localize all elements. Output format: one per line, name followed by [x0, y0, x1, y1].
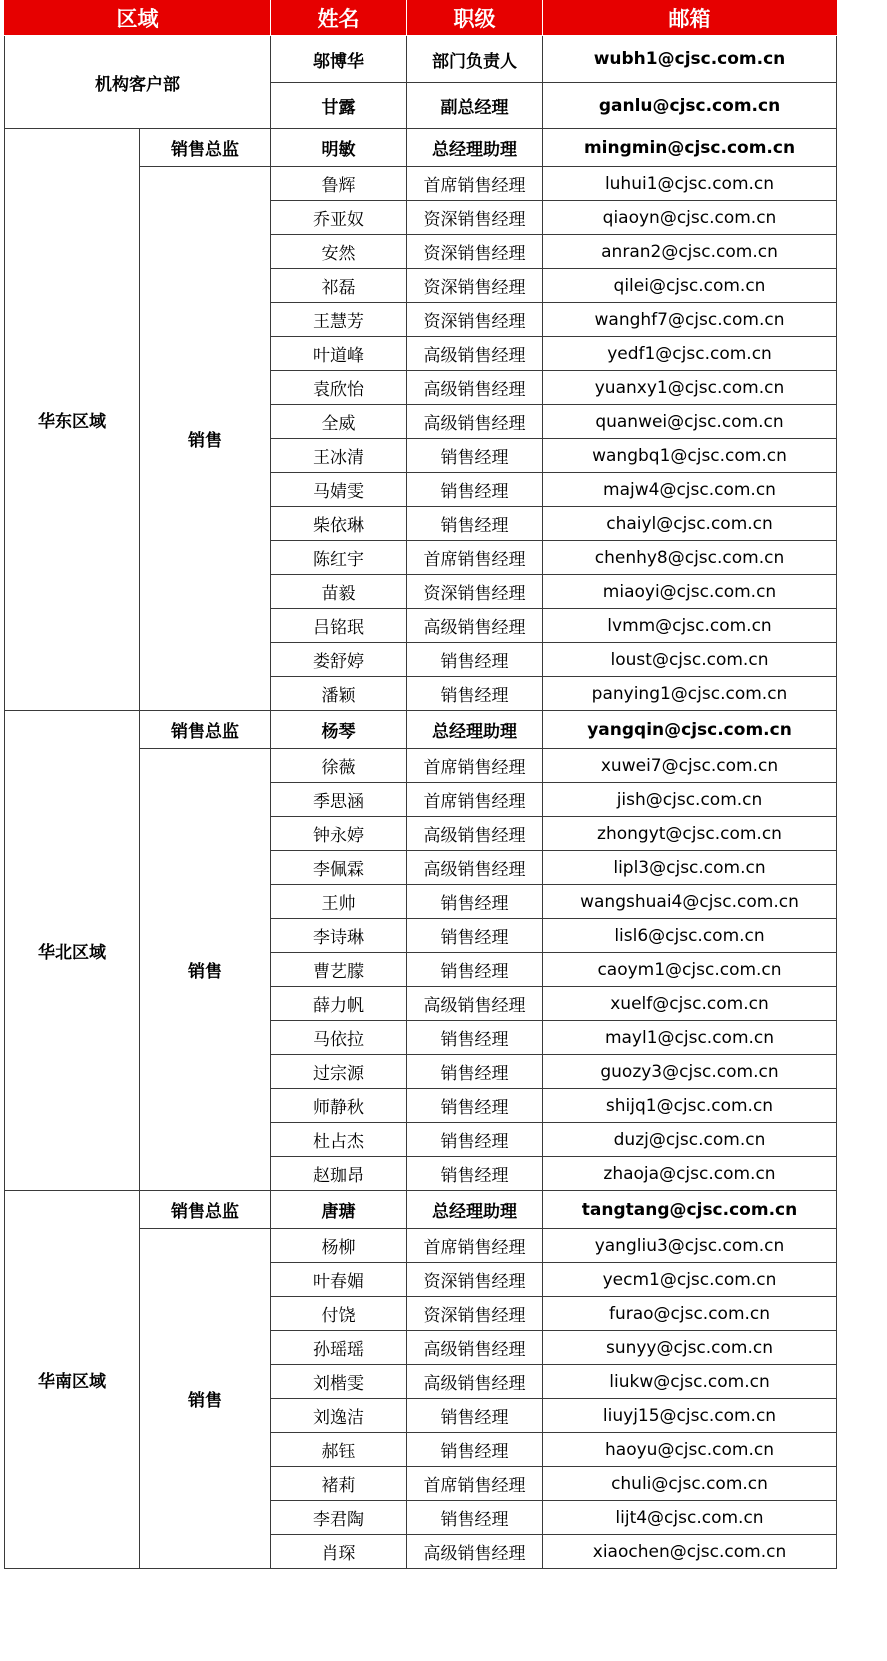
region-label: 华东区域 [5, 129, 140, 711]
email-cell: lipl3@cjsc.com.cn [543, 851, 837, 885]
name-cell: 潘颖 [271, 677, 407, 711]
level-cell: 资深销售经理 [407, 201, 543, 235]
email-cell: luhui1@cjsc.com.cn [543, 167, 837, 201]
level-cell: 高级销售经理 [407, 1365, 543, 1399]
email-cell: wanghf7@cjsc.com.cn [543, 303, 837, 337]
level-cell: 销售经理 [407, 1501, 543, 1535]
header-region: 区域 [5, 1, 271, 36]
email-cell: panying1@cjsc.com.cn [543, 677, 837, 711]
table-row [5, 711, 837, 749]
level-cell: 销售经理 [407, 1021, 543, 1055]
email-cell: yangqin@cjsc.com.cn [543, 711, 837, 749]
name-cell: 钟永婷 [271, 817, 407, 851]
email-cell: shijq1@cjsc.com.cn [543, 1089, 837, 1123]
level-cell: 高级销售经理 [407, 851, 543, 885]
role-sales-label: 销售 [140, 167, 271, 711]
name-cell: 李佩霖 [271, 851, 407, 885]
level-cell: 销售经理 [407, 439, 543, 473]
level-cell: 高级销售经理 [407, 371, 543, 405]
email-cell: chenhy8@cjsc.com.cn [543, 541, 837, 575]
email-cell: wangshuai4@cjsc.com.cn [543, 885, 837, 919]
contact-table [4, 0, 837, 1569]
name-cell: 娄舒婷 [271, 643, 407, 677]
level-cell: 首席销售经理 [407, 1229, 543, 1263]
name-cell: 杜占杰 [271, 1123, 407, 1157]
level-cell: 首席销售经理 [407, 749, 543, 783]
email-cell: mayl1@cjsc.com.cn [543, 1021, 837, 1055]
name-cell: 李君陶 [271, 1501, 407, 1535]
level-cell: 销售经理 [407, 953, 543, 987]
header-level: 职级 [407, 1, 543, 36]
name-cell: 祁磊 [271, 269, 407, 303]
name-cell: 李诗琳 [271, 919, 407, 953]
name-cell: 明敏 [271, 129, 407, 167]
name-cell: 王慧芳 [271, 303, 407, 337]
level-cell: 资深销售经理 [407, 303, 543, 337]
email-cell: yecm1@cjsc.com.cn [543, 1263, 837, 1297]
email-cell: lisl6@cjsc.com.cn [543, 919, 837, 953]
name-cell: 吕铭珉 [271, 609, 407, 643]
email-cell: ganlu@cjsc.com.cn [543, 83, 837, 129]
email-cell: jish@cjsc.com.cn [543, 783, 837, 817]
level-cell: 高级销售经理 [407, 1535, 543, 1569]
level-cell: 首席销售经理 [407, 541, 543, 575]
level-cell: 销售经理 [407, 1055, 543, 1089]
level-cell: 总经理助理 [407, 129, 543, 167]
level-cell: 销售经理 [407, 919, 543, 953]
name-cell: 刘楷雯 [271, 1365, 407, 1399]
name-cell: 薛力帆 [271, 987, 407, 1021]
level-cell: 销售经理 [407, 1123, 543, 1157]
level-cell: 高级销售经理 [407, 1331, 543, 1365]
header-name: 姓名 [271, 1, 407, 36]
table-row [5, 1191, 837, 1229]
email-cell: chaiyl@cjsc.com.cn [543, 507, 837, 541]
email-cell: xuwei7@cjsc.com.cn [543, 749, 837, 783]
name-cell: 乔亚奴 [271, 201, 407, 235]
email-cell: yuanxy1@cjsc.com.cn [543, 371, 837, 405]
email-cell: chuli@cjsc.com.cn [543, 1467, 837, 1501]
dept-label: 机构客户部 [5, 36, 271, 129]
email-cell: tangtang@cjsc.com.cn [543, 1191, 837, 1229]
name-cell: 苗毅 [271, 575, 407, 609]
level-cell: 资深销售经理 [407, 269, 543, 303]
level-cell: 部门负责人 [407, 36, 543, 83]
email-cell: guozy3@cjsc.com.cn [543, 1055, 837, 1089]
header-email: 邮箱 [543, 1, 837, 36]
level-cell: 高级销售经理 [407, 405, 543, 439]
name-cell: 过宗源 [271, 1055, 407, 1089]
name-cell: 付饶 [271, 1297, 407, 1331]
name-cell: 柴依琳 [271, 507, 407, 541]
name-cell: 季思涵 [271, 783, 407, 817]
email-cell: haoyu@cjsc.com.cn [543, 1433, 837, 1467]
level-cell: 资深销售经理 [407, 1263, 543, 1297]
email-cell: liuyj15@cjsc.com.cn [543, 1399, 837, 1433]
name-cell: 杨柳 [271, 1229, 407, 1263]
name-cell: 师静秋 [271, 1089, 407, 1123]
name-cell: 陈红宇 [271, 541, 407, 575]
role-director-label: 销售总监 [140, 129, 271, 167]
name-cell: 褚莉 [271, 1467, 407, 1501]
level-cell: 高级销售经理 [407, 817, 543, 851]
name-cell: 马婧雯 [271, 473, 407, 507]
level-cell: 销售经理 [407, 507, 543, 541]
email-cell: caoym1@cjsc.com.cn [543, 953, 837, 987]
name-cell: 徐薇 [271, 749, 407, 783]
role-sales-label: 销售 [140, 1229, 271, 1569]
level-cell: 销售经理 [407, 1089, 543, 1123]
email-cell: zhongyt@cjsc.com.cn [543, 817, 837, 851]
name-cell: 袁欣怡 [271, 371, 407, 405]
level-cell: 高级销售经理 [407, 987, 543, 1021]
level-cell: 首席销售经理 [407, 1467, 543, 1501]
level-cell: 销售经理 [407, 1157, 543, 1191]
name-cell: 曹艺朦 [271, 953, 407, 987]
region-label: 华南区域 [5, 1191, 140, 1569]
name-cell: 王冰清 [271, 439, 407, 473]
email-cell: duzj@cjsc.com.cn [543, 1123, 837, 1157]
email-cell: yangliu3@cjsc.com.cn [543, 1229, 837, 1263]
name-cell: 叶春媚 [271, 1263, 407, 1297]
name-cell: 肖琛 [271, 1535, 407, 1569]
email-cell: yedf1@cjsc.com.cn [543, 337, 837, 371]
region-label: 华北区域 [5, 711, 140, 1191]
level-cell: 销售经理 [407, 677, 543, 711]
level-cell: 销售经理 [407, 885, 543, 919]
name-cell: 刘逸洁 [271, 1399, 407, 1433]
email-cell: quanwei@cjsc.com.cn [543, 405, 837, 439]
email-cell: zhaoja@cjsc.com.cn [543, 1157, 837, 1191]
email-cell: majw4@cjsc.com.cn [543, 473, 837, 507]
role-sales-label: 销售 [140, 749, 271, 1191]
name-cell: 邬博华 [271, 36, 407, 83]
name-cell: 王帅 [271, 885, 407, 919]
table-row [5, 36, 837, 83]
email-cell: miaoyi@cjsc.com.cn [543, 575, 837, 609]
email-cell: furao@cjsc.com.cn [543, 1297, 837, 1331]
level-cell: 销售经理 [407, 1399, 543, 1433]
name-cell: 郝钰 [271, 1433, 407, 1467]
email-cell: anran2@cjsc.com.cn [543, 235, 837, 269]
level-cell: 高级销售经理 [407, 609, 543, 643]
level-cell: 资深销售经理 [407, 1297, 543, 1331]
email-cell: sunyy@cjsc.com.cn [543, 1331, 837, 1365]
level-cell: 副总经理 [407, 83, 543, 129]
level-cell: 首席销售经理 [407, 783, 543, 817]
level-cell: 销售经理 [407, 643, 543, 677]
role-director-label: 销售总监 [140, 711, 271, 749]
table-header-row [5, 1, 837, 36]
name-cell: 赵珈昂 [271, 1157, 407, 1191]
name-cell: 甘露 [271, 83, 407, 129]
level-cell: 高级销售经理 [407, 337, 543, 371]
email-cell: mingmin@cjsc.com.cn [543, 129, 837, 167]
email-cell: loust@cjsc.com.cn [543, 643, 837, 677]
name-cell: 马依拉 [271, 1021, 407, 1055]
email-cell: wangbq1@cjsc.com.cn [543, 439, 837, 473]
level-cell: 资深销售经理 [407, 575, 543, 609]
name-cell: 杨琴 [271, 711, 407, 749]
name-cell: 鲁辉 [271, 167, 407, 201]
name-cell: 全威 [271, 405, 407, 439]
level-cell: 首席销售经理 [407, 167, 543, 201]
email-cell: xuelf@cjsc.com.cn [543, 987, 837, 1021]
level-cell: 资深销售经理 [407, 235, 543, 269]
level-cell: 销售经理 [407, 473, 543, 507]
level-cell: 总经理助理 [407, 1191, 543, 1229]
level-cell: 销售经理 [407, 1433, 543, 1467]
email-cell: lvmm@cjsc.com.cn [543, 609, 837, 643]
email-cell: xiaochen@cjsc.com.cn [543, 1535, 837, 1569]
email-cell: wubh1@cjsc.com.cn [543, 36, 837, 83]
email-cell: lijt4@cjsc.com.cn [543, 1501, 837, 1535]
role-director-label: 销售总监 [140, 1191, 271, 1229]
email-cell: qilei@cjsc.com.cn [543, 269, 837, 303]
email-cell: liukw@cjsc.com.cn [543, 1365, 837, 1399]
name-cell: 叶道峰 [271, 337, 407, 371]
table-row [5, 129, 837, 167]
level-cell: 总经理助理 [407, 711, 543, 749]
email-cell: qiaoyn@cjsc.com.cn [543, 201, 837, 235]
name-cell: 孙瑶瑶 [271, 1331, 407, 1365]
name-cell: 安然 [271, 235, 407, 269]
name-cell: 唐瑭 [271, 1191, 407, 1229]
